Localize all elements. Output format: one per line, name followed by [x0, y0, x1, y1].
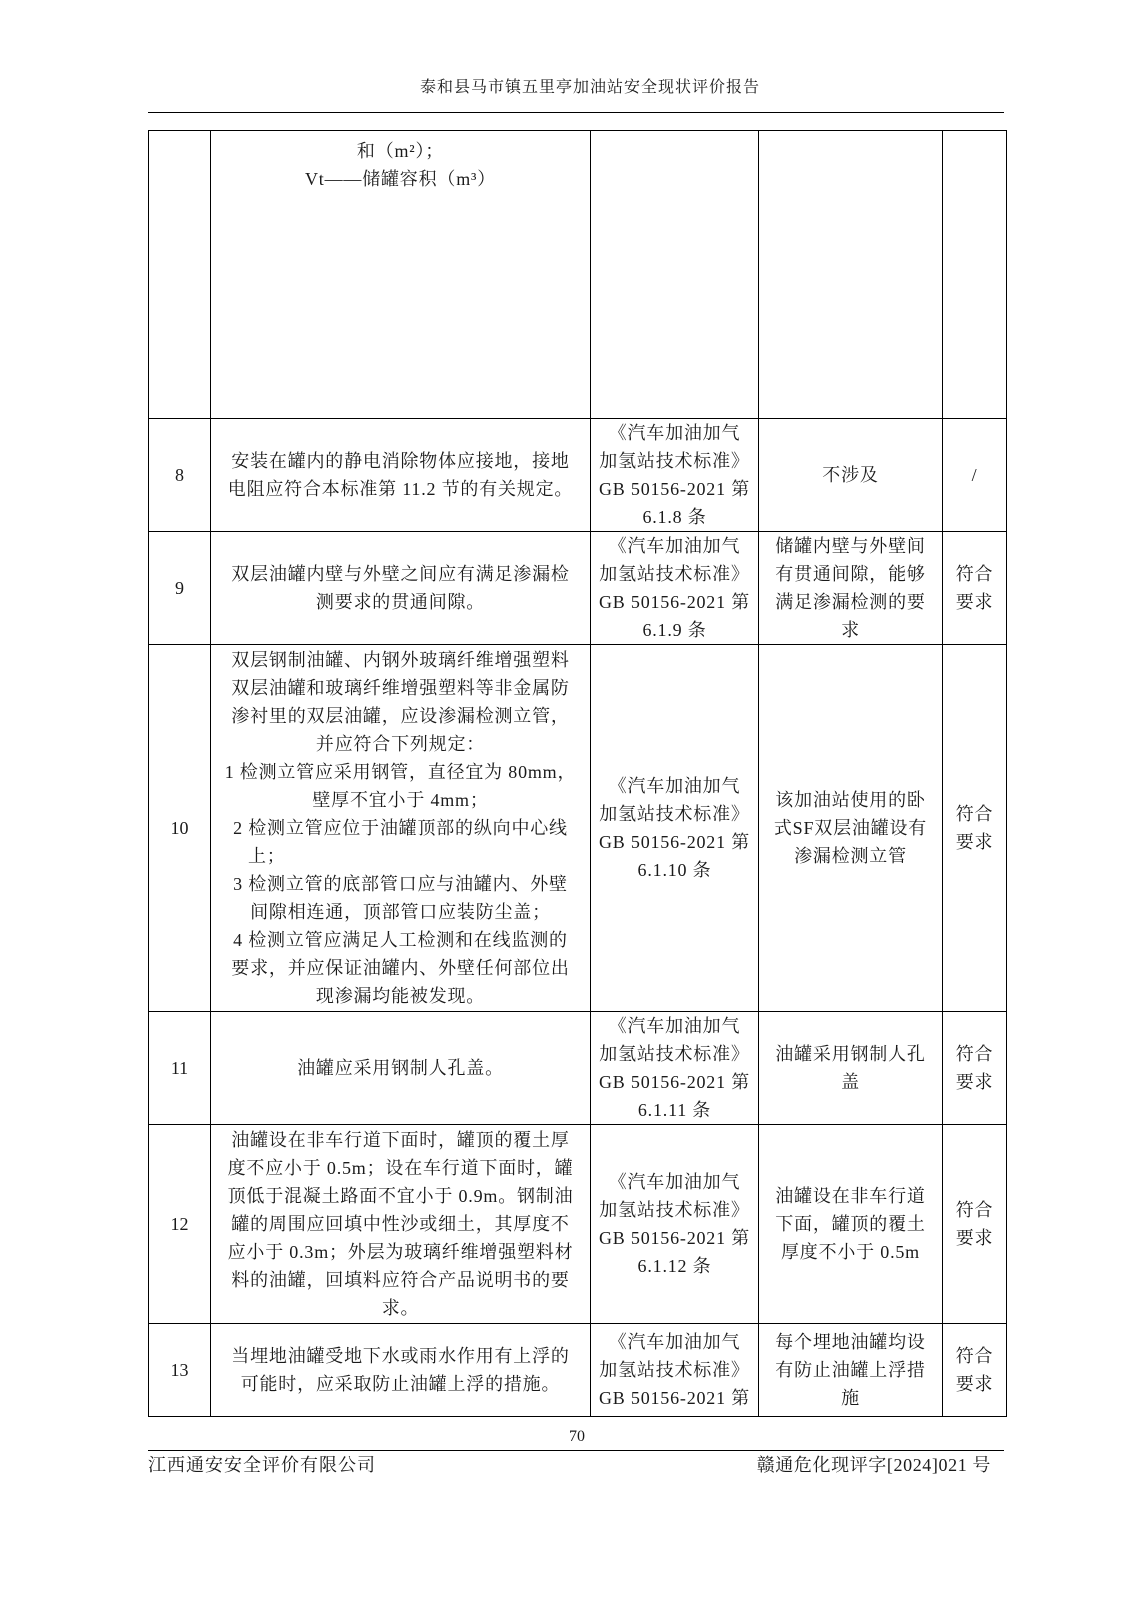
- standard-cell: [591, 419, 759, 532]
- header-divider: [148, 112, 1004, 113]
- item-number-cell: 12: [149, 1125, 211, 1324]
- standard-line: GB 50156-2021 第: [599, 1388, 750, 1408]
- conclusion-line: 符合: [955, 804, 994, 824]
- requirement-line: 现渗漏均能被发现。: [315, 986, 486, 1006]
- requirement-line: Vt——储罐容积（m³）: [305, 169, 496, 189]
- standard-line: 《汽车加油加气: [608, 1332, 741, 1352]
- actual-line: 不涉及: [822, 465, 879, 485]
- requirement-line: 2 检测立管应位于油罐顶部的纵向中心线: [233, 818, 568, 838]
- actual-line: 储罐内壁与外壁间: [775, 536, 926, 556]
- standard-line: 6.1.8 条: [642, 507, 707, 527]
- requirement-line: 电阻应符合本标准第 11.2 节的有关规定。: [227, 479, 574, 499]
- conclusion-line: 要求: [955, 592, 994, 612]
- conclusion-line: 要求: [955, 1374, 994, 1394]
- requirement-cell: [211, 419, 591, 532]
- standard-line: 《汽车加油加气: [608, 1016, 741, 1036]
- actual-line: 有防止油罐上浮措: [775, 1360, 926, 1380]
- standard-cell: [591, 1125, 759, 1324]
- requirement-line: 油罐应采用钢制人孔盖。: [297, 1058, 504, 1078]
- standard-line: GB 50156-2021 第: [599, 479, 750, 499]
- conclusion-cell: [943, 131, 1007, 419]
- conclusion-cell: [943, 1125, 1007, 1324]
- footer-company-name: 江西通安安全评价有限公司: [148, 1455, 376, 1475]
- actual-situation-cell: [759, 131, 943, 419]
- standard-line: 加氢站技术标准》: [599, 1360, 750, 1380]
- conclusion-line: 符合: [955, 1044, 994, 1064]
- standard-cell: [591, 645, 759, 1012]
- standard-line: 加氢站技术标准》: [599, 564, 750, 584]
- standard-line: GB 50156-2021 第: [599, 1228, 750, 1248]
- requirement-line: 料的油罐，回填料应符合产品说明书的要: [231, 1270, 570, 1290]
- standard-line: 加氢站技术标准》: [599, 1200, 750, 1220]
- requirement-line: 测要求的贯通间隙。: [315, 592, 486, 612]
- requirement-line: 油罐设在非车行道下面时，罐顶的覆土厚: [231, 1130, 570, 1150]
- conclusion-cell: [943, 645, 1007, 1012]
- standard-line: 6.1.11 条: [637, 1100, 712, 1120]
- conclusion-line: 符合: [955, 1200, 994, 1220]
- standard-cell: [591, 1012, 759, 1125]
- requirement-cell: [211, 131, 591, 419]
- standard-line: 6.1.12 条: [637, 1256, 712, 1276]
- requirement-line: 当埋地油罐受地下水或雨水作用有上浮的: [231, 1346, 570, 1366]
- standard-line: 《汽车加油加气: [608, 1172, 741, 1192]
- standard-cell: [591, 532, 759, 645]
- requirement-line: 双层钢制油罐、内钢外玻璃纤维增强塑料: [231, 650, 570, 670]
- item-number-cell: [149, 131, 211, 419]
- requirement-line: 顶低于混凝土路面不宜小于 0.9m。钢制油: [227, 1186, 574, 1206]
- requirement-line: 安装在罐内的静电消除物体应接地，接地: [231, 451, 570, 471]
- conclusion-cell: [943, 419, 1007, 532]
- conclusion-line: /: [971, 465, 978, 485]
- actual-situation-cell: [759, 419, 943, 532]
- actual-line: 式SF双层油罐设有: [773, 818, 928, 838]
- item-number-cell: 9: [149, 532, 211, 645]
- actual-line: 施: [841, 1388, 860, 1408]
- conclusion-line: 要求: [955, 1228, 994, 1248]
- item-number-cell: 8: [149, 419, 211, 532]
- standard-line: GB 50156-2021 第: [599, 592, 750, 612]
- requirement-cell: [211, 1324, 591, 1417]
- table-row: [149, 131, 1007, 419]
- conclusion-cell: [943, 532, 1007, 645]
- standard-line: 《汽车加油加气: [608, 423, 741, 443]
- standard-line: GB 50156-2021 第: [599, 832, 750, 852]
- requirement-line: 可能时，应采取防止油罐上浮的措施。: [240, 1374, 561, 1394]
- requirement-line: 求。: [381, 1298, 420, 1318]
- requirement-line: 上；: [248, 846, 286, 866]
- standard-line: GB 50156-2021 第: [599, 1072, 750, 1092]
- standard-line: 加氢站技术标准》: [599, 1044, 750, 1064]
- actual-line: 有贯通间隙，能够: [775, 564, 926, 584]
- page-number: 70: [569, 1428, 585, 1445]
- table-row: [149, 1125, 1007, 1324]
- requirement-line: 4 检测立管应满足人工检测和在线监测的: [233, 930, 568, 950]
- conclusion-line: 要求: [955, 1072, 994, 1092]
- requirement-line: 和（m²）；: [356, 141, 445, 161]
- requirement-line: 双层油罐和玻璃纤维增强塑料等非金属防: [231, 678, 570, 698]
- requirement-line: 罐的周围应回填中性沙或细土，其厚度不: [231, 1214, 570, 1234]
- actual-line: 每个埋地油罐均设: [775, 1332, 926, 1352]
- table-row: [149, 645, 1007, 1012]
- requirement-cell: [211, 1125, 591, 1324]
- requirement-cell: [211, 1012, 591, 1125]
- conclusion-line: 要求: [955, 832, 994, 852]
- footer-document-number: 赣通危化现评字[2024]021 号: [756, 1455, 991, 1475]
- requirement-line: 3 检测立管的底部管口应与油罐内、外壁: [233, 874, 568, 894]
- actual-line: 油罐采用钢制人孔: [775, 1044, 926, 1064]
- table-row: [149, 532, 1007, 645]
- standard-line: 《汽车加油加气: [608, 536, 741, 556]
- item-number-cell: 13: [149, 1324, 211, 1417]
- actual-line: 满足渗漏检测的要: [775, 592, 926, 612]
- requirement-line: 间隙相连通，顶部管口应装防尘盖；: [250, 902, 551, 922]
- actual-line: 厚度不小于 0.5m: [780, 1242, 920, 1262]
- requirement-line: 渗衬里的双层油罐，应设渗漏检测立管，: [231, 706, 570, 726]
- conclusion-cell: [943, 1012, 1007, 1125]
- standard-line: 加氢站技术标准》: [599, 804, 750, 824]
- actual-line: 盖: [841, 1072, 860, 1092]
- conclusion-line: 符合: [955, 564, 994, 584]
- requirement-line: 壁厚不宜小于 4mm；: [312, 790, 489, 810]
- actual-line: 求: [841, 620, 860, 640]
- standard-line: 6.1.10 条: [637, 860, 712, 880]
- standard-line: 加氢站技术标准》: [599, 451, 750, 471]
- requirement-line: 双层油罐内壁与外壁之间应有满足渗漏检: [231, 564, 570, 584]
- conclusion-cell: [943, 1324, 1007, 1417]
- item-number-cell: 11: [149, 1012, 211, 1125]
- actual-situation-cell: [759, 1324, 943, 1417]
- actual-situation-cell: [759, 532, 943, 645]
- standard-cell: [591, 131, 759, 419]
- standard-line: 6.1.9 条: [642, 620, 707, 640]
- actual-line: 油罐设在非车行道: [775, 1186, 926, 1206]
- requirement-line: 1 检测立管应采用钢管，直径宜为 80mm，: [224, 762, 577, 782]
- conclusion-line: 符合: [955, 1346, 994, 1366]
- standard-cell: [591, 1324, 759, 1417]
- actual-line: 下面，罐顶的覆土: [775, 1214, 926, 1234]
- evaluation-table: [148, 130, 1007, 1417]
- item-number-cell: 10: [149, 645, 211, 1012]
- table-row: [149, 1012, 1007, 1125]
- actual-line: 该加油站使用的卧: [775, 790, 926, 810]
- standard-line: 《汽车加油加气: [608, 776, 741, 796]
- footer-divider: [148, 1450, 1004, 1451]
- requirement-cell: [211, 645, 591, 1012]
- requirement-line: 并应符合下列规定：: [315, 734, 486, 754]
- table-row: [149, 1324, 1007, 1417]
- actual-situation-cell: [759, 645, 943, 1012]
- actual-situation-cell: [759, 1012, 943, 1125]
- requirement-line: 度不应小于 0.5m；设在车行道下面时，罐: [227, 1158, 574, 1178]
- actual-line: 渗漏检测立管: [794, 846, 907, 866]
- page-header-title: 泰和县马市镇五里亭加油站安全现状评价报告: [420, 79, 761, 96]
- requirement-line: 应小于 0.3m；外层为玻璃纤维增强塑料材: [227, 1242, 574, 1262]
- requirement-cell: [211, 532, 591, 645]
- actual-situation-cell: [759, 1125, 943, 1324]
- table-row: [149, 419, 1007, 532]
- requirement-line: 要求，并应保证油罐内、外壁任何部位出: [231, 958, 570, 978]
